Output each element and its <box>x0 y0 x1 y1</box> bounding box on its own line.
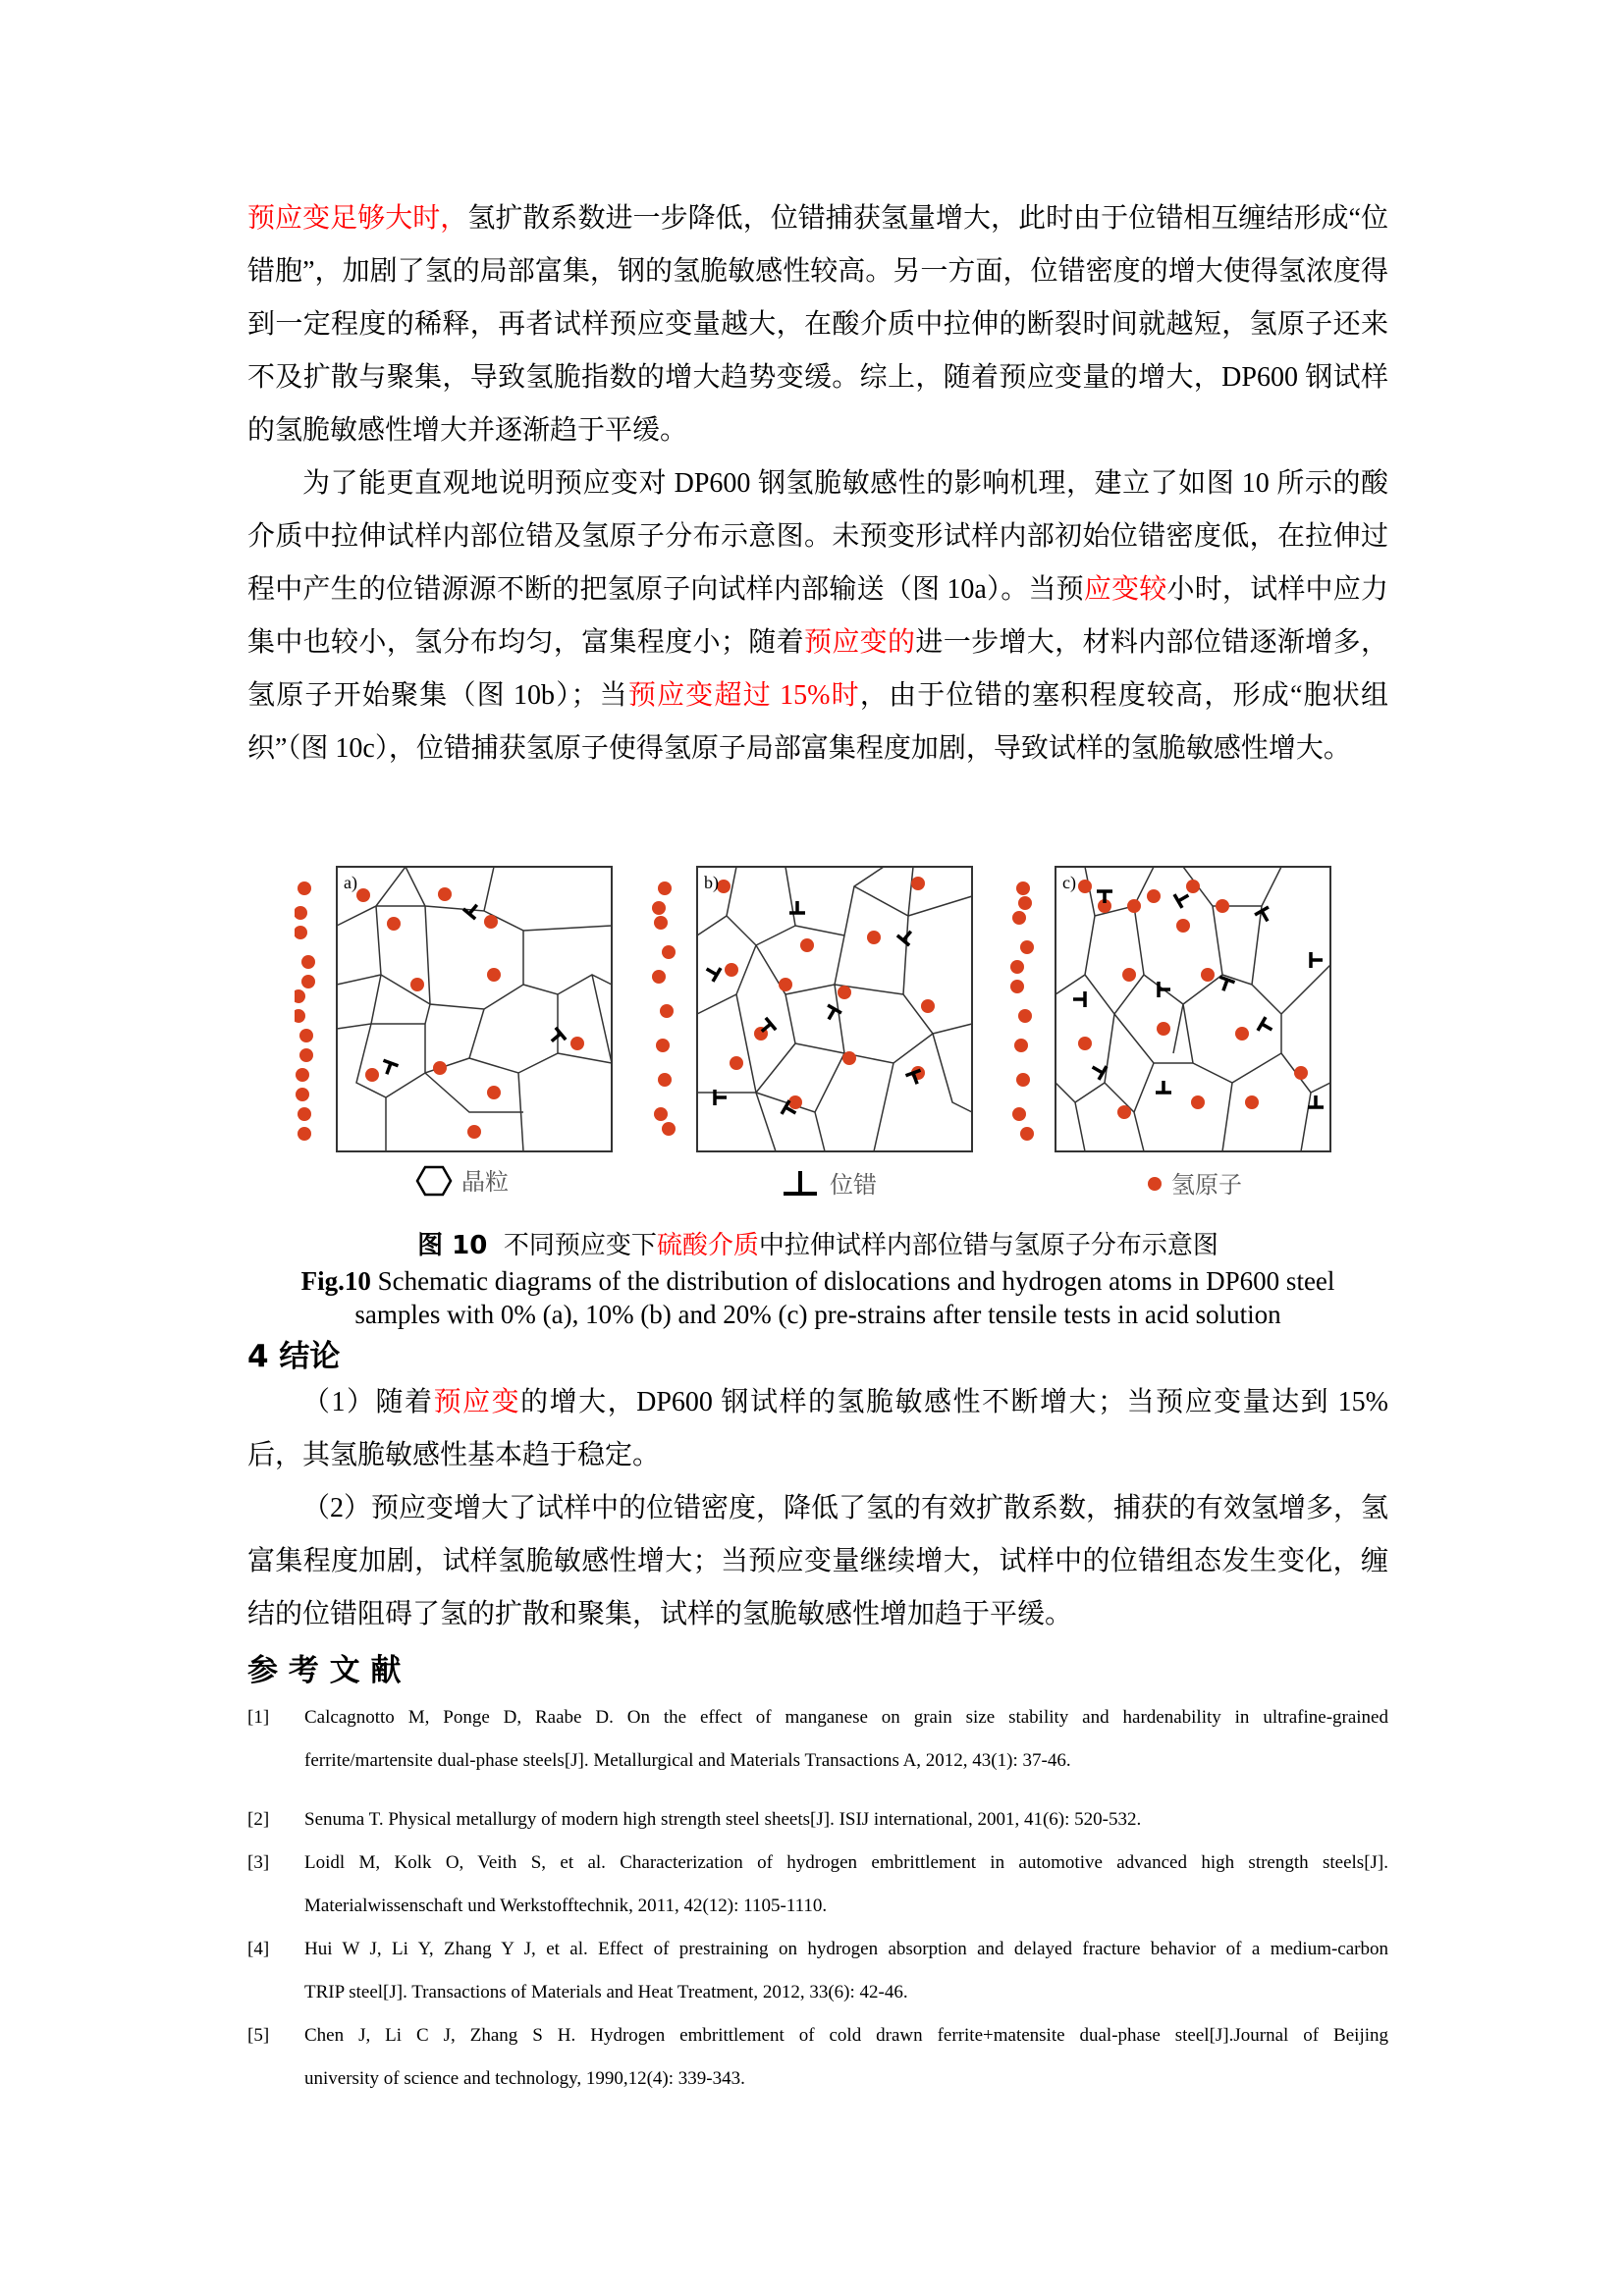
hydrogen-atom <box>484 915 498 929</box>
hydrogen-atom <box>1020 940 1034 954</box>
hydrogen-atom <box>779 978 792 991</box>
reference-line-2: TRIP steel[J]. Transactions of Materials and Heat Treatment, 2012, 33(6): 42-46. <box>304 1982 908 2002</box>
highlighted-text: 应变较 <box>1083 574 1167 605</box>
hydrogen-atom <box>652 970 666 984</box>
text-segment: （1）随着 <box>302 1387 434 1417</box>
hydrogen-atom <box>654 916 668 930</box>
grain-boundaries <box>1056 867 1330 1151</box>
legend-hydrogen-label: 氢原子 <box>1171 1171 1242 1199</box>
caption-en-prefix: Fig.10 <box>300 1266 371 1296</box>
dislocation-symbol <box>1311 952 1323 968</box>
hydrogen-atom <box>296 1068 309 1082</box>
hydrogen-atom <box>1078 1037 1092 1050</box>
caption-en-text: Schematic diagrams of the distribution of dislocations and hydrogen atoms in DP600 steel samples with 0% (a), 10% (b) and 20% (c) pre-strains after tensile tests in acid solution <box>354 1266 1335 1329</box>
hydrogen-atom <box>656 1039 670 1052</box>
dislocation-symbol <box>379 1060 398 1077</box>
panel-c <box>1010 867 1330 1151</box>
hydrogen-atom <box>1010 960 1024 974</box>
hydrogen-atom <box>1016 881 1030 895</box>
hydrogen-atom <box>298 881 311 895</box>
dislocation-symbol <box>1089 1060 1107 1080</box>
reference-item <box>247 1798 1388 1842</box>
text-segment: 小时，试样中应力集中也较小，氢分布均匀，富集程度小；随着 <box>247 574 1388 658</box>
hydrogen-atom <box>1020 1127 1034 1141</box>
reference-line-1: Senuma T. Physical metallurgy of modern high strength steel sheets[J]. ISIJ international, 2001, 41(6): 520-532. <box>304 1809 1142 1830</box>
hydrogen-atom <box>867 931 881 944</box>
hydrogen-atom <box>295 906 307 920</box>
dislocation-symbol <box>1159 982 1170 997</box>
reference-number: [3] <box>247 1852 270 1873</box>
caption-cn-post: 中拉伸试样内部位错与氢原子分布示意图 <box>758 1231 1218 1260</box>
hydrogen-atom <box>660 1004 674 1018</box>
reference-number: [5] <box>247 2025 270 2046</box>
hydrogen-atom <box>788 1095 802 1109</box>
hydrogen-atom <box>1010 980 1024 993</box>
panel-label: b) <box>704 873 719 892</box>
caption-cn-prefix: 图 10 <box>417 1231 488 1260</box>
hydrogen-atom <box>301 955 315 969</box>
hydrogen-atom-icon <box>1148 1177 1162 1191</box>
figure-caption-cn <box>247 1229 1388 1262</box>
hydrogen-atom <box>1127 899 1141 913</box>
text-segment: ，由于位错的塞积程度较高，形成“胞状组织”（图 10c），位错捕获氢原子使得氢原子局部富集程度加剧，导致试样的氢脆敏感性增大。 <box>247 680 1388 764</box>
hydrogen-atom <box>1016 1073 1030 1087</box>
reference-number: [4] <box>247 1939 270 1959</box>
hydrogen-atom <box>1018 1009 1032 1023</box>
caption-cn-red: 硫酸介质 <box>656 1231 759 1260</box>
reference-number: [1] <box>247 1707 270 1728</box>
hydrogen-atom <box>1191 1095 1205 1109</box>
hydrogen-atom <box>1012 911 1026 925</box>
highlighted-text: 预应变超过 15%时 <box>627 680 860 711</box>
reference-line-1: Calcagnotto M, Ponge D, Raabe D. On the effect of manganese on grain size stability and hardenability in ultrafine-grained <box>304 1707 1388 1728</box>
reference-item <box>247 2014 1388 2101</box>
hydrogen-atom <box>356 888 370 902</box>
dislocation-symbol <box>703 962 721 982</box>
text-segment: 为了能更直观地说明预应变对 DP600 钢氢脆敏感性的影响机理，建立了如图 10 所示的酸介质中拉伸试样内部位错及氢原子分布示意图。未预变形试样内部初始位错密度低，在拉伸过程中产生的位错源源不断的把氢原子向试样内部输送（图 10a）。当预 <box>247 468 1388 605</box>
reference-item <box>247 1928 1388 2014</box>
reference-item <box>247 1696 1388 1783</box>
hydrogen-atom <box>1122 968 1136 982</box>
hydrogen-atom <box>1078 880 1092 893</box>
dislocation-icon <box>784 1171 817 1194</box>
highlighted-text: 预应变的 <box>803 627 916 658</box>
reference-line-2: ferrite/martensite dual-phase steels[J]. Metallurgical and Materials Transactions A, 2012, 43(1): 37-46. <box>304 1750 1071 1771</box>
hydrogen-atom <box>467 1125 481 1139</box>
hydrogen-atom <box>438 887 452 901</box>
reference-line-2: university of science and technology, 1990,12(4): 339-343. <box>304 2068 745 2089</box>
hydrogen-atom <box>725 963 738 977</box>
dislocation-symbol <box>1073 991 1085 1007</box>
reference-line-1: Chen J, Li C J, Zhang S H. Hydrogen embrittlement of cold drawn ferrite+matensite dual-phase steel[J].Journal of Beijing <box>304 2025 1388 2046</box>
hydrogen-atom <box>298 1107 311 1121</box>
references-heading: 参 考 文 献 <box>247 1653 402 1688</box>
hydrogen-atom <box>296 1088 309 1101</box>
hydrogen-atom <box>1245 1095 1259 1109</box>
hydrogen-atom <box>433 1061 447 1075</box>
hydrogen-atom <box>652 901 666 915</box>
hydrogen-atom <box>301 975 315 988</box>
text-segment: 进一步增大，材料内部位错逐渐增多，氢原子开始聚集（图 10b）；当 <box>247 627 1388 711</box>
legend-hydrogen <box>1148 1171 1242 1199</box>
hydrogen-atom <box>295 926 307 939</box>
hydrogen-atom <box>717 880 731 893</box>
hydrogen-atom <box>658 881 672 895</box>
hexagon-icon <box>417 1167 451 1195</box>
hydrogen-atom <box>921 999 935 1013</box>
paragraph-1 <box>247 192 1388 457</box>
legend-grain-label: 晶粒 <box>461 1168 509 1196</box>
conclusion-item-2 <box>247 1482 1388 1641</box>
hydrogen-atom <box>487 1086 501 1099</box>
hydrogen-atom <box>570 1037 584 1050</box>
dislocation-symbol <box>1216 977 1234 993</box>
hydrogen-atom <box>1201 968 1215 982</box>
hydrogen-atom <box>1157 1022 1170 1036</box>
hydrogen-atom <box>842 1051 856 1065</box>
conclusion-item-1 <box>247 1376 1388 1482</box>
highlighted-text: 预应变足够大时， <box>247 203 468 234</box>
panel-label: a) <box>344 873 357 892</box>
text-segment: 的增大，DP600 钢试样的氢脆敏感性不断增大；当预应变量达到 15%后，其氢脆敏感性基本趋于稳定。 <box>247 1387 1388 1470</box>
hydrogen-atom <box>1235 1027 1249 1041</box>
dislocation-symbol <box>1258 1017 1275 1037</box>
hydrogen-atom <box>295 1009 305 1023</box>
hydrogen-atom <box>487 968 501 982</box>
panel-b <box>652 867 972 1151</box>
hydrogen-atom <box>410 978 424 991</box>
hydrogen-atom <box>365 1068 379 1082</box>
hydrogen-atom <box>1012 1107 1026 1121</box>
hydrogen-atom <box>298 1127 311 1141</box>
hydrogen-atom <box>658 1073 672 1087</box>
panel-label: c) <box>1062 873 1076 892</box>
paragraph-2 <box>247 457 1388 775</box>
hydrogen-atom <box>730 1056 743 1070</box>
hydrogen-atom <box>299 1029 313 1042</box>
dislocation-symbol <box>1156 1081 1171 1093</box>
legend-dislocation <box>784 1171 877 1199</box>
hydrogen-atom <box>1176 919 1190 933</box>
text-segment: 氢扩散系数进一步降低，位错捕获氢量增大，此时由于位错相互缠结形成“位错胞”，加剧了氢的局部富集，钢的氢脆敏感性较高。另一方面，位错密度的增大使得氢浓度得到一定程度的稀释，再者试样预应变量越大，在酸介质中拉伸的断裂时间就越短，氢原子还来不及扩散与聚集，导致氢脆指数的增大趋势变缓。综上，随着预应变量的增大，DP600 钢试样的氢脆敏感性增大并逐渐趋于平缓。 <box>247 203 1388 446</box>
hydrogen-atom <box>662 945 676 959</box>
hydrogen-atom <box>387 917 401 931</box>
hydrogen-atom <box>1147 889 1161 903</box>
hydrogen-atom <box>800 938 814 952</box>
panel-frame <box>1056 867 1330 1151</box>
figure-10 <box>295 859 1335 1212</box>
caption-cn-pre: 不同预应变下 <box>503 1231 657 1260</box>
dislocation-symbol <box>463 900 483 919</box>
conclusion-heading: 4 结论 <box>247 1339 341 1374</box>
legend-dislocation-label: 位错 <box>830 1171 877 1199</box>
reference-number: [2] <box>247 1809 270 1830</box>
hydrogen-atom <box>295 989 305 1003</box>
dislocation-symbol <box>1097 891 1112 903</box>
reference-item <box>247 1842 1388 1928</box>
text-segment: （2）预应变增大了试样中的位错密度，降低了氢的有效扩散系数，捕获的有效氢增多，氢富集程度加剧，试样氢脆敏感性增大；当预应变量继续增大，试样中的位错组态发生变化，缠结的位错阻碍了氢的扩散和聚集，试样的氢脆敏感性增加趋于平缓。 <box>247 1493 1389 1629</box>
hydrogen-atom <box>654 1107 668 1121</box>
hydrogen-atom <box>1014 1039 1028 1052</box>
highlighted-text: 预应变 <box>433 1387 521 1417</box>
hydrogen-atom <box>1018 896 1032 910</box>
hydrogen-atom <box>299 1048 313 1062</box>
reference-line-1: Loidl M, Kolk O, Veith S, et al. Characterization of hydrogen embrittlement in automotive advanced high strength steels[J]. <box>304 1852 1388 1873</box>
reference-line-1: Hui W J, Li Y, Zhang Y J, et al. Effect of prestraining on hydrogen absorption and delayed fracture behavior of a medium-carbon <box>304 1939 1388 1959</box>
dislocation-symbol <box>547 1028 566 1047</box>
hydrogen-atom <box>1117 1105 1131 1119</box>
hydrogen-atom <box>838 986 851 999</box>
hydrogen-atom <box>1294 1066 1308 1080</box>
hydrogen-atom <box>662 1122 676 1136</box>
hydrogen-atom <box>1186 880 1200 893</box>
dislocation-symbol <box>1255 907 1274 925</box>
panel-a <box>295 867 612 1151</box>
figure-caption-en <box>247 1264 1388 1331</box>
reference-line-2: Materialwissenschaft und Werkstofftechnik, 2011, 42(12): 1105-1110. <box>304 1896 828 1916</box>
legend-grain <box>417 1167 509 1196</box>
hydrogen-atom <box>1216 899 1229 913</box>
hydrogen-atom <box>911 877 925 890</box>
